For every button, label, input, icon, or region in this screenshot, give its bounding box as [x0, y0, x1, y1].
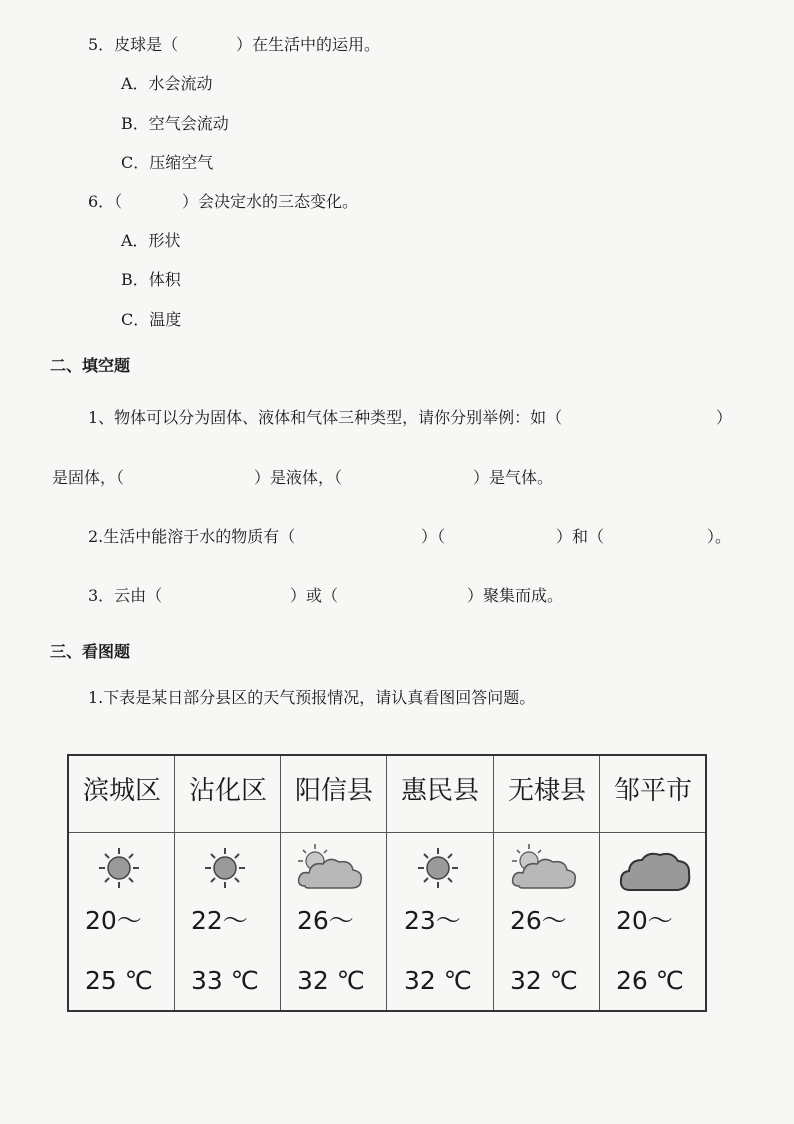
fill-q2-end: ）。	[707, 527, 732, 546]
partly-cloudy-icon	[509, 842, 579, 898]
high-temp: 25 ℃	[85, 966, 153, 995]
high-temp: 26 ℃	[616, 966, 684, 995]
fill-q2-text: 2.生活中能溶于水的物质有（	[88, 527, 296, 546]
cloud-icon	[618, 848, 692, 898]
fill-q3-end: ）聚集而成。	[467, 586, 564, 605]
city-name: 邹平市	[613, 776, 692, 806]
city-name: 沾化区	[188, 776, 267, 806]
q6-option-a: A．形状	[121, 231, 181, 250]
high-temp: 32 ℃	[297, 966, 365, 995]
fill-q3-mid: ）或（	[290, 586, 339, 605]
fill-q1-line2-c: ）是气体。	[473, 468, 554, 487]
fill-q1-line2-a: 是固体，（	[52, 468, 125, 487]
q6-option-c: C．温度	[121, 310, 182, 329]
section2-title: 二、填空题	[50, 356, 131, 375]
city-name: 阳信县	[294, 776, 373, 806]
section3-title: 三、看图题	[50, 642, 131, 661]
sun-icon	[97, 846, 141, 894]
low-temp: 23～	[404, 906, 461, 935]
fill-q3-text: 3．云由（	[88, 586, 163, 605]
city-name: 滨城区	[82, 776, 161, 806]
fill-q1-line1: 1、物体可以分为固体、液体和气体三种类型，请你分别举例：如（	[88, 408, 563, 427]
low-temp: 26～	[510, 906, 567, 935]
city-name: 无棣县	[507, 776, 586, 806]
q6-stem-after: ）会决定水的三态变化。	[182, 192, 359, 211]
fill-q1-line2-b: ）是液体，（	[254, 468, 343, 487]
q5-option-a: A．水会流动	[121, 74, 213, 93]
high-temp: 32 ℃	[404, 966, 472, 995]
low-temp: 20～	[616, 906, 673, 935]
sun-icon	[416, 846, 460, 894]
high-temp: 32 ℃	[510, 966, 578, 995]
fill-q2-mid1: ）（	[421, 527, 446, 546]
city-name: 惠民县	[400, 776, 479, 806]
q5-option-c: C．压缩空气	[121, 153, 214, 172]
q5-option-b: B．空气会流动	[121, 114, 229, 133]
fill-q1-line1-close: ）	[716, 408, 733, 427]
low-temp: 26～	[297, 906, 354, 935]
section3-q1: 1.下表是某日部分县区的天气预报情况，请认真看图回答问题。	[88, 688, 536, 707]
high-temp: 33 ℃	[191, 966, 259, 995]
q5-stem-before: 5．皮球是（	[88, 35, 179, 54]
weather-table	[67, 754, 707, 1012]
partly-cloudy-icon	[295, 842, 365, 898]
sun-icon	[203, 846, 247, 894]
q6-stem-before: 6．（	[88, 192, 123, 211]
low-temp: 22～	[191, 906, 248, 935]
q5-stem-after: ）在生活中的运用。	[236, 35, 381, 54]
table-header-divider	[69, 832, 705, 833]
fill-q2-mid2: ）和（	[556, 527, 605, 546]
low-temp: 20～	[85, 906, 142, 935]
q6-option-b: B．体积	[121, 270, 181, 289]
